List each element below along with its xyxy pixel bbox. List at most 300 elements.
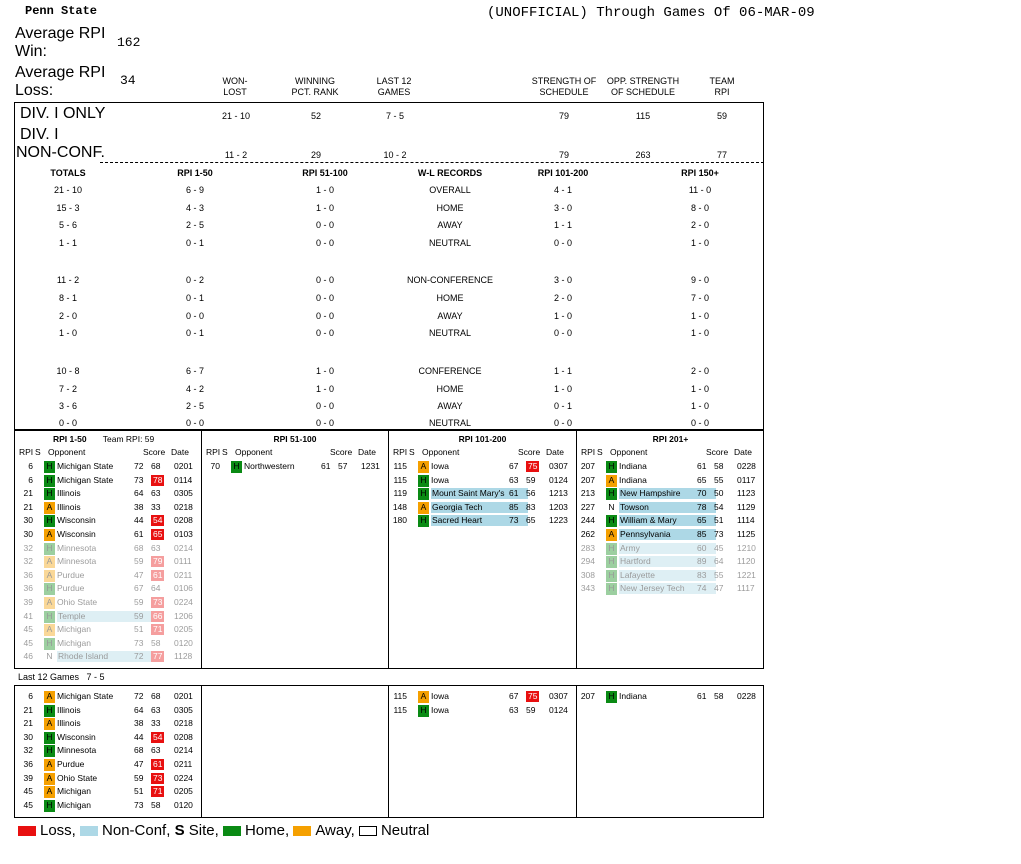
game-row (389, 487, 576, 501)
game-date: 0205 (174, 624, 193, 635)
site-badge: H (44, 583, 55, 595)
game-row (15, 650, 201, 664)
site-badge: A (44, 570, 55, 582)
game-row (577, 582, 764, 596)
game-rpi: 41 (23, 610, 33, 621)
game-date: 0228 (737, 691, 756, 701)
game-row (15, 555, 201, 569)
records-header: RPI 101-200 (537, 168, 589, 178)
column-label: Score (143, 447, 166, 457)
score-team: 72 (134, 651, 144, 662)
game-rpi: 21 (23, 718, 33, 729)
game-date: 1210 (737, 542, 756, 553)
score-team: 74 (697, 583, 707, 594)
records-cell: 3 - 0 (553, 275, 572, 285)
game-date: 0305 (174, 488, 193, 499)
records-cell: 0 - 1 (185, 293, 204, 303)
site-badge: A (606, 475, 617, 487)
opponent-name: Illinois (57, 501, 81, 512)
records-header: TOTALS (50, 168, 86, 178)
score-opponent: 55 (714, 474, 724, 485)
score-opponent: 56 (526, 488, 536, 499)
game-date: 0211 (174, 759, 193, 769)
game-rpi: 21 (23, 704, 33, 715)
records-cell: 5 - 6 (58, 220, 77, 230)
score-team: 64 (134, 488, 144, 499)
game-row (389, 501, 576, 515)
avg-rpi-win-label: Average RPI Win: (15, 25, 106, 60)
game-date: 1123 (737, 488, 756, 499)
site-badge: A (418, 691, 429, 703)
game-date: 1114 (737, 515, 755, 526)
site-badge: H (418, 475, 429, 487)
site-badge: H (44, 732, 55, 744)
opponent-name: Iowa (431, 691, 449, 701)
score-opponent: 71 (153, 624, 163, 635)
game-row (577, 514, 764, 528)
game-row (15, 785, 201, 799)
records-cell: 4 - 1 (553, 185, 572, 195)
game-date: 1221 (737, 569, 756, 580)
records-cell: AWAY (437, 401, 463, 411)
game-rpi: 45 (23, 624, 33, 635)
div1nc-label-1: DIV. I (20, 126, 59, 143)
section-title: RPI 201+ (652, 434, 689, 444)
records-cell: 3 - 0 (553, 203, 572, 213)
score-team: 59 (134, 556, 144, 567)
game-date: 1206 (174, 610, 193, 621)
site-badge: A (418, 502, 429, 514)
game-date: 0307 (549, 461, 568, 471)
opponent-name: Iowa (431, 474, 449, 485)
score-opponent: 58 (151, 637, 161, 648)
opponent-name: Northwestern (244, 461, 295, 471)
column-labels (389, 447, 576, 458)
records-cell: 0 - 0 (315, 328, 334, 338)
loss-swatch (18, 826, 36, 836)
score-team: 59 (134, 772, 144, 783)
game-row (389, 474, 576, 488)
game-rpi: 21 (23, 501, 33, 512)
game-row (15, 487, 201, 501)
game-rpi: 39 (23, 772, 33, 783)
score-team: 47 (134, 759, 144, 769)
game-date: 0124 (549, 704, 568, 715)
site-badge: H (606, 691, 617, 703)
game-row (389, 690, 576, 704)
score-team: 67 (509, 691, 519, 701)
div1nc-opp-sos: 263 (635, 150, 651, 160)
records-cell: 4 - 2 (185, 384, 204, 394)
away-swatch (293, 826, 311, 836)
site-badge: A (44, 786, 55, 798)
column-label: Date (171, 447, 189, 457)
opponent-name: Mount Saint Mary's (431, 488, 528, 499)
score-team: 59 (134, 610, 144, 621)
game-rpi: 36 (23, 569, 33, 580)
opponent-name: Indiana (619, 474, 647, 485)
site-badge: A (44, 529, 55, 541)
game-row (577, 690, 764, 704)
opponent-name: Temple (57, 611, 153, 622)
game-date: 0114 (174, 474, 193, 485)
score-opponent: 73 (153, 772, 163, 783)
game-date: 1223 (549, 515, 568, 526)
score-opponent: 63 (151, 542, 161, 553)
score-opponent: 73 (714, 529, 724, 539)
score-opponent: 65 (526, 515, 536, 526)
header-team-rpi: TEAM RPI (709, 76, 735, 97)
game-date: 0218 (174, 718, 193, 729)
records-cell: NEUTRAL (428, 238, 471, 248)
game-row (15, 610, 201, 624)
game-rpi: 115 (393, 474, 407, 485)
score-opponent: 51 (714, 515, 724, 526)
opponent-name: Wisconsin (57, 529, 96, 539)
div1nc-label-2: NON-CONF. (16, 144, 105, 161)
section-rpi-51-100 (202, 432, 388, 668)
game-row (389, 460, 576, 474)
game-rpi: 115 (393, 691, 407, 701)
score-opponent: 33 (151, 501, 161, 512)
last-12-label: Last 12 Games 7 - 5 (18, 672, 105, 682)
game-date: 0106 (174, 583, 193, 594)
score-opponent: 63 (151, 488, 161, 499)
game-date: 1203 (549, 501, 568, 512)
records-cell: 4 - 3 (185, 203, 204, 213)
score-opponent: 55 (714, 569, 724, 580)
game-date: 0111 (174, 556, 192, 567)
game-row (15, 637, 201, 651)
records-cell: 0 - 0 (315, 220, 334, 230)
game-date: 1120 (737, 556, 756, 567)
site-badge: A (44, 597, 55, 609)
score-team: 51 (134, 786, 144, 797)
score-opponent: 79 (153, 556, 163, 567)
game-rpi: 343 (580, 583, 595, 594)
score-opponent: 65 (153, 529, 163, 539)
legend-away: Away, (315, 822, 355, 839)
game-date: 0224 (174, 772, 193, 783)
game-row (577, 569, 764, 583)
opponent-name: Minnesota (57, 556, 97, 567)
section-rpi-201-plus (577, 432, 764, 668)
score-team: 85 (697, 529, 707, 539)
game-row (15, 731, 201, 745)
div1-label: DIV. I ONLY (20, 105, 106, 122)
game-row (389, 514, 576, 528)
game-row (15, 474, 201, 488)
records-header: RPI 150+ (681, 168, 719, 178)
game-row (389, 704, 576, 718)
column-label: RPI (581, 447, 596, 457)
site-badge: A (44, 773, 55, 785)
column-label: Opponent (235, 447, 273, 457)
site-badge: H (606, 515, 617, 527)
game-row (577, 528, 764, 542)
site-badge: H (44, 705, 55, 717)
records-cell: 8 - 1 (58, 293, 77, 303)
records-cell: 7 - 2 (58, 384, 77, 394)
site-badge: H (44, 475, 55, 487)
score-opponent: 75 (528, 461, 538, 471)
opponent-name: Illinois (57, 718, 81, 729)
game-date: 0205 (174, 786, 193, 797)
game-rpi: 30 (23, 731, 33, 742)
game-rpi: 30 (23, 515, 33, 526)
site-badge: H (606, 543, 617, 555)
score-opponent: 54 (714, 501, 724, 512)
game-date: 0218 (174, 501, 193, 512)
opponent-name: Purdue (57, 759, 85, 769)
game-rpi: 6 (28, 474, 33, 485)
records-cell: 1 - 0 (553, 384, 572, 394)
score-opponent: 66 (153, 610, 163, 621)
game-rpi: 21 (23, 488, 33, 499)
legend-site-s: S (174, 822, 185, 839)
records-cell: 11 - 0 (688, 185, 712, 195)
game-rpi: 45 (23, 637, 33, 648)
score-opponent: 59 (526, 474, 536, 485)
column-label: S (409, 447, 415, 457)
records-cell: 0 - 1 (185, 328, 204, 338)
score-team: 70 (697, 488, 707, 499)
column-label: S (222, 447, 228, 457)
score-team: 73 (134, 637, 144, 648)
game-date: 1125 (737, 529, 756, 539)
score-opponent: 61 (153, 759, 163, 769)
records-cell: 0 - 0 (58, 418, 77, 428)
opponent-name: Michigan (57, 786, 92, 797)
game-rpi: 148 (392, 501, 407, 512)
game-rpi: 6 (28, 461, 33, 471)
game-rpi: 36 (23, 759, 33, 769)
game-rpi: 115 (393, 461, 407, 471)
score-opponent: 54 (153, 515, 163, 526)
opponent-name: Michigan (57, 799, 92, 810)
legend-loss: Loss, (40, 822, 76, 839)
avg-rpi-loss-value: 34 (120, 73, 136, 88)
opponent-name: Michigan State (57, 474, 114, 485)
score-team: 67 (509, 461, 519, 471)
score-opponent: 33 (151, 718, 161, 729)
records-cell: 1 - 0 (690, 311, 709, 321)
column-labels (202, 447, 388, 458)
div1-winning-pct: 52 (310, 111, 321, 121)
site-badge: A (44, 502, 55, 514)
game-rpi: 294 (580, 556, 595, 567)
records-cell: 0 - 2 (185, 275, 204, 285)
section-rpi-1-50 (15, 432, 201, 668)
score-opponent: 77 (153, 651, 163, 662)
score-opponent: 68 (151, 691, 161, 701)
score-opponent: 47 (714, 583, 724, 594)
score-team: 78 (697, 501, 707, 512)
game-row (15, 460, 201, 474)
section-title: RPI 51-100 (273, 434, 317, 444)
div1-sos: 79 (558, 111, 569, 121)
legend-home: Home, (244, 822, 290, 839)
game-date: 0211 (174, 569, 193, 580)
score-team: 72 (134, 691, 144, 701)
records-cell: 21 - 10 (53, 185, 83, 195)
site-badge: H (418, 515, 429, 527)
records-cell: 0 - 0 (315, 275, 334, 285)
column-label: Score (706, 447, 729, 457)
div1-opp-sos: 115 (635, 111, 651, 121)
game-row (15, 514, 201, 528)
site-badge: H (606, 461, 617, 473)
game-date: 0208 (174, 731, 193, 742)
game-rpi: 32 (23, 542, 33, 553)
game-row (15, 542, 201, 556)
records-cell: NON-CONFERENCE (406, 275, 493, 285)
score-team: 44 (134, 515, 144, 526)
opponent-name: Indiana (619, 691, 647, 701)
site-badge: H (606, 488, 617, 500)
records-header: W-L RECORDS (417, 168, 483, 178)
records-cell: 1 - 1 (58, 238, 77, 248)
score-team: 61 (321, 461, 331, 471)
game-date: 1129 (737, 501, 756, 512)
score-team: 61 (509, 488, 519, 499)
score-opponent: 50 (714, 488, 724, 499)
neutral-swatch (359, 826, 377, 836)
game-date: 0117 (737, 474, 756, 485)
records-header: RPI 1-50 (177, 168, 213, 178)
site-badge: H (606, 556, 617, 568)
game-row (202, 460, 388, 474)
last-12-col-3 (389, 690, 576, 816)
div1nc-won-lost: 11 - 2 (224, 150, 248, 160)
records-cell: 1 - 0 (315, 366, 334, 376)
game-date: 0228 (737, 461, 756, 471)
opponent-name: Pennsylvania (619, 529, 716, 540)
header-opp-sos: OPP. STRENGTH OF SCHEDULE (606, 76, 680, 97)
score-opponent: 68 (151, 461, 161, 471)
score-team: 83 (697, 569, 707, 580)
records-cell: CONFERENCE (418, 366, 482, 376)
column-label: Score (330, 447, 353, 457)
game-row (15, 528, 201, 542)
opponent-name: William & Mary (619, 515, 716, 526)
score-team: 51 (134, 624, 144, 635)
records-cell: 1 - 1 (553, 220, 572, 230)
score-opponent: 71 (153, 786, 163, 797)
records-cell: 1 - 0 (315, 384, 334, 394)
opponent-name: Michigan (57, 624, 92, 635)
game-rpi: 30 (23, 529, 33, 539)
records-cell: 1 - 0 (690, 328, 709, 338)
site-badge: A (44, 691, 55, 703)
site-badge: H (44, 543, 55, 555)
div1-team-rpi: 59 (716, 111, 727, 121)
game-rpi: 32 (23, 745, 33, 756)
game-date: 0214 (174, 542, 193, 553)
game-row (15, 596, 201, 610)
opponent-name: Wisconsin (57, 515, 96, 526)
records-header: RPI 51-100 (302, 168, 348, 178)
records-cell: 1 - 1 (553, 366, 572, 376)
records-cell: 2 - 0 (690, 366, 709, 376)
game-row (577, 501, 764, 515)
score-opponent: 58 (714, 461, 724, 471)
game-rpi: 115 (393, 704, 407, 715)
records-cell: 15 - 3 (56, 203, 80, 213)
records-cell: 0 - 0 (553, 418, 572, 428)
opponent-name: Michigan State (57, 461, 114, 471)
site-badge: H (418, 488, 429, 500)
records-cell: 8 - 0 (690, 203, 709, 213)
score-team: 61 (697, 691, 707, 701)
score-team: 59 (134, 597, 144, 607)
l12-divider-1 (201, 685, 202, 818)
opponent-name: Ohio State (57, 597, 98, 607)
site-badge: H (44, 611, 55, 623)
game-row (577, 542, 764, 556)
score-team: 60 (697, 542, 707, 553)
records-cell: OVERALL (429, 185, 471, 195)
div1-last-12: 7 - 5 (385, 111, 404, 121)
game-row (577, 474, 764, 488)
records-cell: 2 - 5 (185, 401, 204, 411)
opponent-name: Wisconsin (57, 731, 96, 742)
game-row (15, 772, 201, 786)
game-date: 0224 (174, 597, 193, 607)
records-cell: 2 - 5 (185, 220, 204, 230)
records-cell: AWAY (437, 220, 463, 230)
game-rpi: 283 (580, 542, 595, 553)
site-badge: H (44, 488, 55, 500)
game-row (577, 555, 764, 569)
records-cell: 6 - 9 (185, 185, 204, 195)
opponent-name: New Jersey Tech (619, 583, 716, 594)
score-opponent: 54 (153, 731, 163, 742)
game-date: 0208 (174, 515, 193, 526)
site-badge: H (44, 800, 55, 812)
score-opponent: 78 (153, 474, 163, 485)
div1-won-lost: 21 - 10 (221, 111, 251, 121)
opponent-name: New Hampshire (619, 488, 716, 499)
site-badge: H (44, 745, 55, 757)
game-rpi: 262 (580, 529, 595, 539)
column-label: RPI (19, 447, 34, 457)
team-rpi-label: Team RPI: 59 (100, 434, 155, 444)
score-opponent: 64 (151, 583, 161, 594)
div1nc-last-12: 10 - 2 (383, 150, 407, 160)
records-cell: 9 - 0 (690, 275, 709, 285)
game-row (15, 501, 201, 515)
game-rpi: 45 (23, 799, 33, 810)
opponent-name: Army (619, 543, 716, 554)
header-won-lost: WON- LOST (222, 76, 248, 97)
game-rpi: 207 (580, 691, 595, 701)
game-rpi: 244 (580, 515, 595, 526)
records-cell: 1 - 0 (553, 311, 572, 321)
opponent-name: Ohio State (57, 772, 98, 783)
score-team: 44 (134, 731, 144, 742)
records-cell: 11 - 2 (56, 275, 80, 285)
column-label: Date (734, 447, 752, 457)
game-date: 0307 (549, 691, 568, 701)
column-label: S (597, 447, 603, 457)
records-cell: HOME (436, 384, 464, 394)
opponent-name: Indiana (619, 461, 647, 471)
header-last-12: LAST 12 GAMES (376, 76, 412, 97)
score-opponent: 75 (528, 691, 538, 701)
records-cell: 0 - 1 (553, 401, 572, 411)
game-rpi: 39 (23, 597, 33, 607)
